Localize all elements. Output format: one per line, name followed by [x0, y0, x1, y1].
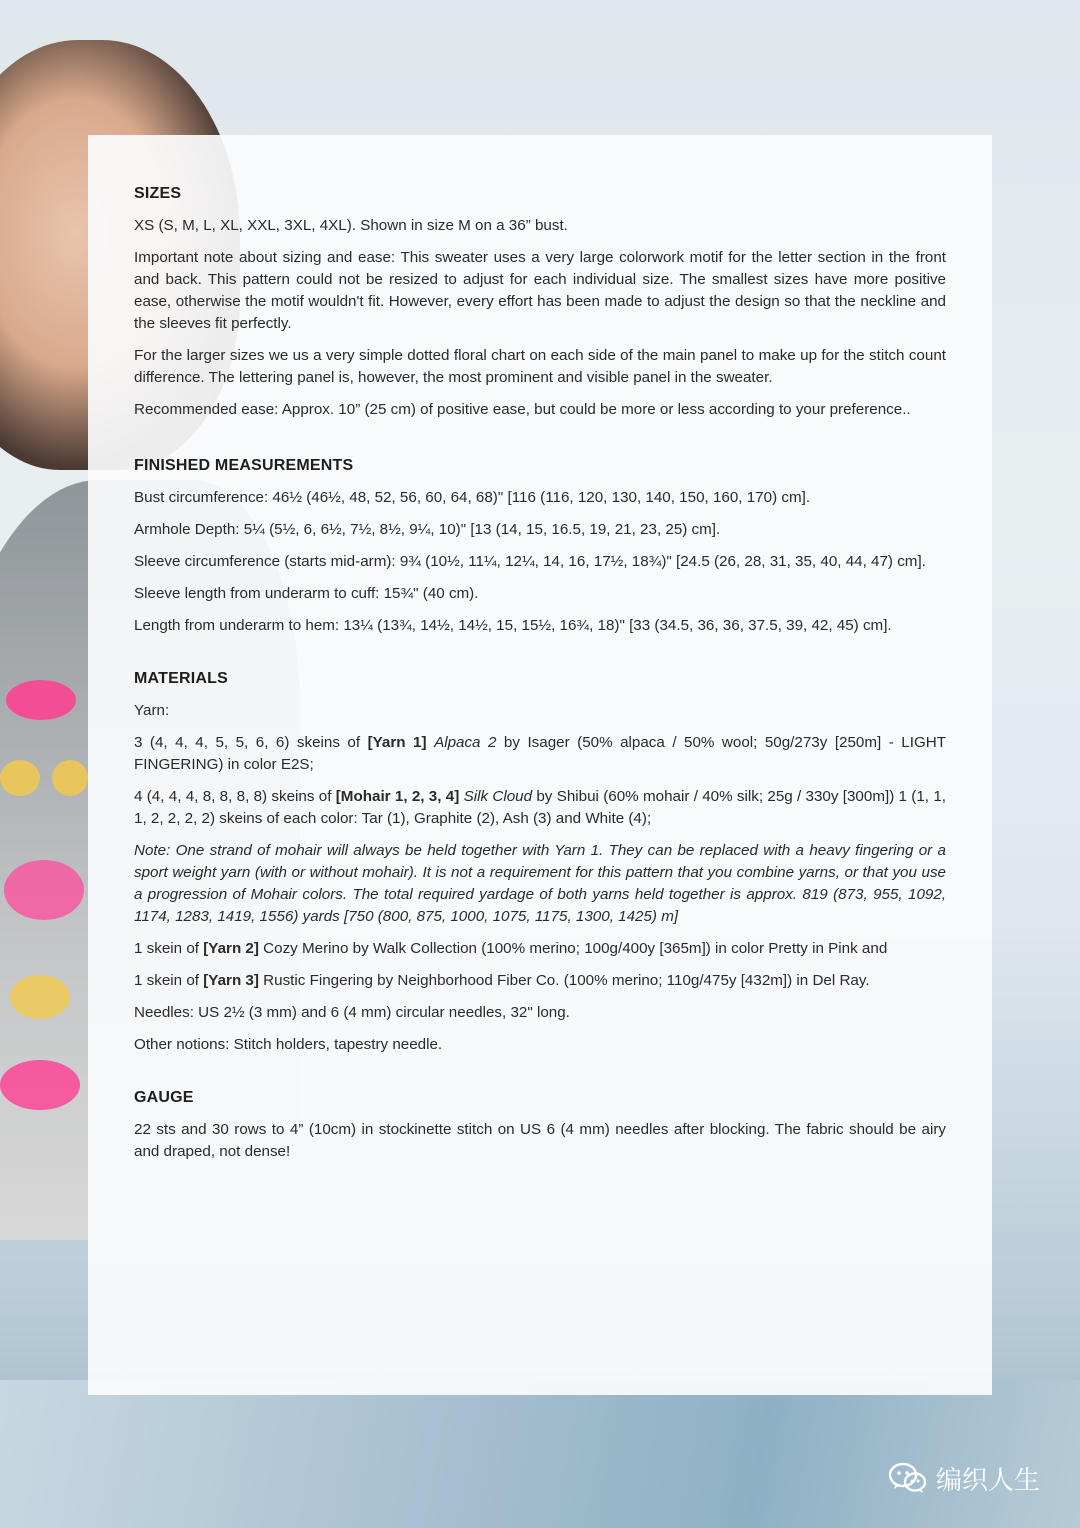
body-length: Length from underarm to hem: 13¼ (13¾, 14½, 14½, 15, 15½, 16¾, 18)" [33 (34.5, 36, 36, 37.5, 39, 42, 45) cm]. — [134, 617, 892, 634]
sweater-motif — [6, 680, 76, 720]
pattern-content — [134, 185, 946, 1196]
bust-circumference: Bust circumference: 46½ (46½, 48, 52, 56, 60, 64, 68)" [116 (116, 120, 130, 140, 150, 160, 170) cm]. — [134, 489, 811, 506]
mohair-details: by Shibui (60% mohair / 40% silk; 25g / 330y [300m]) 1 (1, 1, 1, 2, 2, 2, 2) skeins of each color: Tar (1), Graphite (2), Ash (3) and White (4); — [134, 788, 946, 827]
sizes-list: XS (S, M, L, XL, XXL, 3XL, 4XL). Shown in size M on a 36” bust. — [134, 217, 568, 234]
section-finished-measurements — [134, 457, 946, 637]
gauge-spec: 22 sts and 30 rows to 4” (10cm) in stockinette stitch on US 6 (4 mm) needles after blocking. The fabric should be airy and draped, not dense! — [134, 1121, 946, 1160]
section-sizes — [134, 185, 946, 421]
section-heading-materials: MATERIALS — [134, 670, 228, 687]
yarn-3-qty: 1 skein of — [134, 972, 204, 989]
sweater-motif — [0, 1060, 80, 1110]
mohair-tag: [Mohair 1, 2, 3, 4] — [335, 788, 460, 805]
yarn-label: Yarn: — [134, 702, 170, 719]
mohair-spec — [134, 786, 946, 830]
section-materials — [134, 670, 946, 1056]
armhole-depth: Armhole Depth: 5¼ (5½, 6, 6½, 7½, 8½, 9¼, 10)" [13 (14, 15, 16.5, 19, 21, 23, 25) cm]. — [134, 521, 721, 538]
recommended-ease: Recommended ease: Approx. 10” (25 cm) of positive ease, but could be more or less according to your preference.. — [134, 401, 911, 418]
yarn-1-spec — [134, 732, 946, 776]
wechat-icon — [888, 1461, 928, 1495]
section-heading-measurements: FINISHED MEASUREMENTS — [134, 457, 354, 474]
background-sea — [0, 1380, 1080, 1528]
mohair-qty: 4 (4, 4, 4, 8, 8, 8, 8) skeins of — [134, 788, 336, 805]
yarn-1-details: by Isager (50% alpaca / 50% wool; 50g/273y [250m] - LIGHT FINGERING) in color E2S; — [134, 734, 947, 773]
needles-spec: Needles: US 2½ (3 mm) and 6 (4 mm) circular needles, 32" long. — [134, 1004, 570, 1021]
section-heading-gauge: GAUGE — [134, 1089, 194, 1106]
yarn-1-tag: [Yarn 1] — [367, 734, 427, 751]
larger-sizes-note: For the larger sizes we us a very simple dotted floral chart on each side of the main panel to make up for the stitch count difference. The lettering panel is, however, the most prominent and visible panel in the sweater. — [134, 347, 946, 386]
yarn-2-qty: 1 skein of — [134, 940, 204, 957]
sleeve-circumference: Sleeve circumference (starts mid-arm): 9¾ (10½, 11¼, 12¼, 14, 16, 17½, 18¾)" [24.5 (26, 28, 31, 35, 40, 44, 47) cm]. — [134, 553, 926, 570]
yarn-3-details: Rustic Fingering by Neighborhood Fiber Co. (100% merino; 110g/475y [432m]) in Del Ray. — [258, 972, 870, 989]
yarn-2-spec — [134, 938, 946, 960]
yarn-2-tag: [Yarn 2] — [203, 940, 259, 957]
sizing-note: Important note about sizing and ease: This sweater uses a very large colorwork motif for the letter section in the front and back. This pattern could not be resized to adjust for each individual size. The smallest sizes have more positive ease, otherwise the motif wouldn't fit. However, every effort has been made to adjust the design so that the neckline and the sleeves fit perfectly. — [134, 249, 946, 332]
yarn-1-name: Alpaca 2 — [434, 734, 497, 751]
sleeve-length: Sleeve length from underarm to cuff: 15¾" (40 cm). — [134, 585, 479, 602]
mohair-name: Silk Cloud — [463, 788, 533, 805]
yarn-1-qty: 3 (4, 4, 4, 5, 5, 6, 6) skeins of — [134, 734, 368, 751]
sweater-motif — [4, 860, 84, 920]
watermark-text: 编织人生 — [936, 1465, 1041, 1496]
wechat-watermark — [888, 1458, 1040, 1498]
sweater-motif — [0, 760, 40, 796]
notions-spec: Other notions: Stitch holders, tapestry needle. — [134, 1036, 443, 1053]
sweater-motif — [10, 975, 70, 1019]
yarn-3-spec — [134, 970, 946, 992]
yarn-3-tag: [Yarn 3] — [203, 972, 259, 989]
section-gauge — [134, 1089, 946, 1163]
pattern-info-panel — [88, 135, 992, 1395]
sweater-motif — [52, 760, 88, 796]
section-heading-sizes: SIZES — [134, 185, 182, 202]
yarn-2-details: Cozy Merino by Walk Collection (100% merino; 100g/400y [365m]) in color Pretty in Pink and — [258, 940, 888, 957]
yarn-note: Note: One strand of mohair will always be held together with Yarn 1. They can be replaced with a heavy fingering or a sport weight yarn (with or without mohair). It is not a requirement for this pattern that you combine yarns, or that you use a progression of Mohair colors. The total required yardage of both yarns held together is approx. 819 (873, 955, 1092, 1174, 1283, 1419, 1556) yards [750 (800, 875, 1000, 1075, 1175, 1300, 1425) m] — [134, 842, 946, 925]
